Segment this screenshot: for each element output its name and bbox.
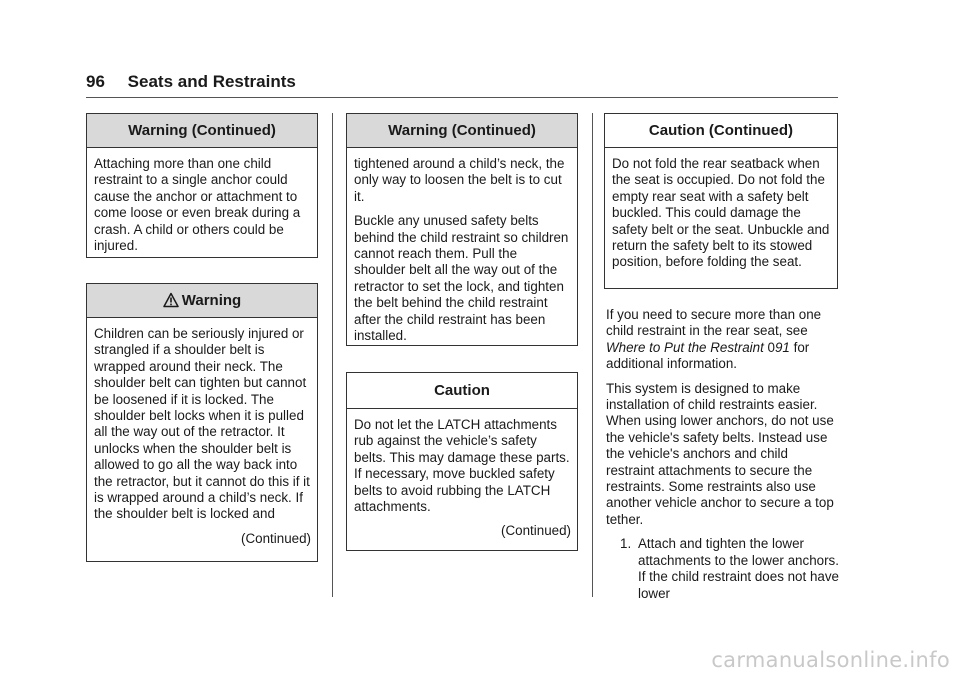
box-title-row bbox=[87, 284, 317, 318]
box-body bbox=[347, 148, 577, 350]
box-title: Warning (Continued) bbox=[87, 114, 317, 148]
box-text: Do not let the LATCH attachments rub against the vehicle’s safety belts. This may damage these parts. If necessary, move buckled safety belts to avoid rubbing the LATCH attachments. bbox=[354, 417, 570, 515]
page-reference[interactable]: 91 bbox=[774, 339, 790, 355]
box-text: Attaching more than one child restraint to a single anchor could cause the anchor or attachment to come loose or even break during a crash. A child or others could be injured. bbox=[94, 156, 301, 254]
box-body bbox=[87, 148, 317, 260]
page-number: 96 bbox=[86, 72, 105, 91]
section-title: Seats and Restraints bbox=[127, 72, 296, 91]
step-number: 1. bbox=[620, 536, 632, 552]
box-body bbox=[605, 148, 837, 277]
caution-box bbox=[346, 372, 578, 551]
box-text: Do not fold the rear seatback when the seat is occupied. Do not fold the empty rear seat with a safety belt buckled. This could damage the safety belt or the seat. Unbuckle and return the safety belt to its stowed position, before folding the seat. bbox=[612, 156, 830, 270]
warning-continued-box bbox=[346, 113, 578, 346]
box-title: Warning (Continued) bbox=[347, 114, 577, 148]
box-text: Children can be seriously injured or strangled if a shoulder belt is wrapped around their neck. The shoulder belt can tighten but cannot be loosened if it is locked. The shoulder belt locks when it is pulled all the way out of the retractor. It unlocks when the shoulder belt is allowed to go all the way back into the retractor, but it cannot do this if it is wrapped around a child’s neck. If the shoulder belt is locked and bbox=[94, 326, 310, 522]
box-text: Buckle any unused safety belts behind the child restraint so children cannot reach them. Pull the shoulder belt all the way out of the retractor to set the lock, and tighten the belt behind the child restraint after the child restraint has been installed. bbox=[354, 213, 569, 344]
box-title: Warning bbox=[181, 292, 242, 309]
paragraph: If you need to secure more than one child restraint in the rear seat, see Where to Put the Restraint 091 for additional information. bbox=[606, 307, 822, 372]
warning-continued-box bbox=[86, 113, 318, 258]
caution-continued-box bbox=[604, 113, 838, 289]
box-body bbox=[347, 409, 577, 545]
page-header bbox=[86, 72, 838, 92]
column-divider-left bbox=[332, 113, 333, 597]
step-item bbox=[620, 536, 840, 602]
box-title: Caution bbox=[347, 373, 577, 409]
page-reference-icon: 0 bbox=[767, 339, 775, 355]
continued-label: (Continued) bbox=[501, 523, 571, 539]
step-text: Attach and tighten the lower attachments to the lower anchors. If the child restraint does not have lower bbox=[638, 536, 839, 601]
header-rule bbox=[86, 97, 838, 98]
column-divider-right bbox=[592, 113, 593, 597]
box-text: tightened around a child’s neck, the only way to loosen the belt is to cut it. bbox=[354, 156, 565, 204]
warning-box bbox=[86, 283, 318, 562]
box-body bbox=[87, 318, 317, 553]
continued-label: (Continued) bbox=[241, 530, 311, 546]
box-title: Caution (Continued) bbox=[605, 114, 837, 148]
cross-reference-link[interactable]: Where to Put the Restraint bbox=[606, 339, 764, 355]
paragraph: This system is designed to make installation of child restraints easier. When using lower anchors, do not use the vehicle's safety belts. Instead use the vehicle's anchors and child restraint attachments to secure the restraints. Some restraints also use another vehicle anchor to secure a top tether. bbox=[606, 380, 834, 527]
body-text bbox=[606, 307, 840, 602]
watermark: carmanualsonline.info bbox=[711, 648, 950, 672]
warning-triangle-icon bbox=[163, 287, 179, 321]
